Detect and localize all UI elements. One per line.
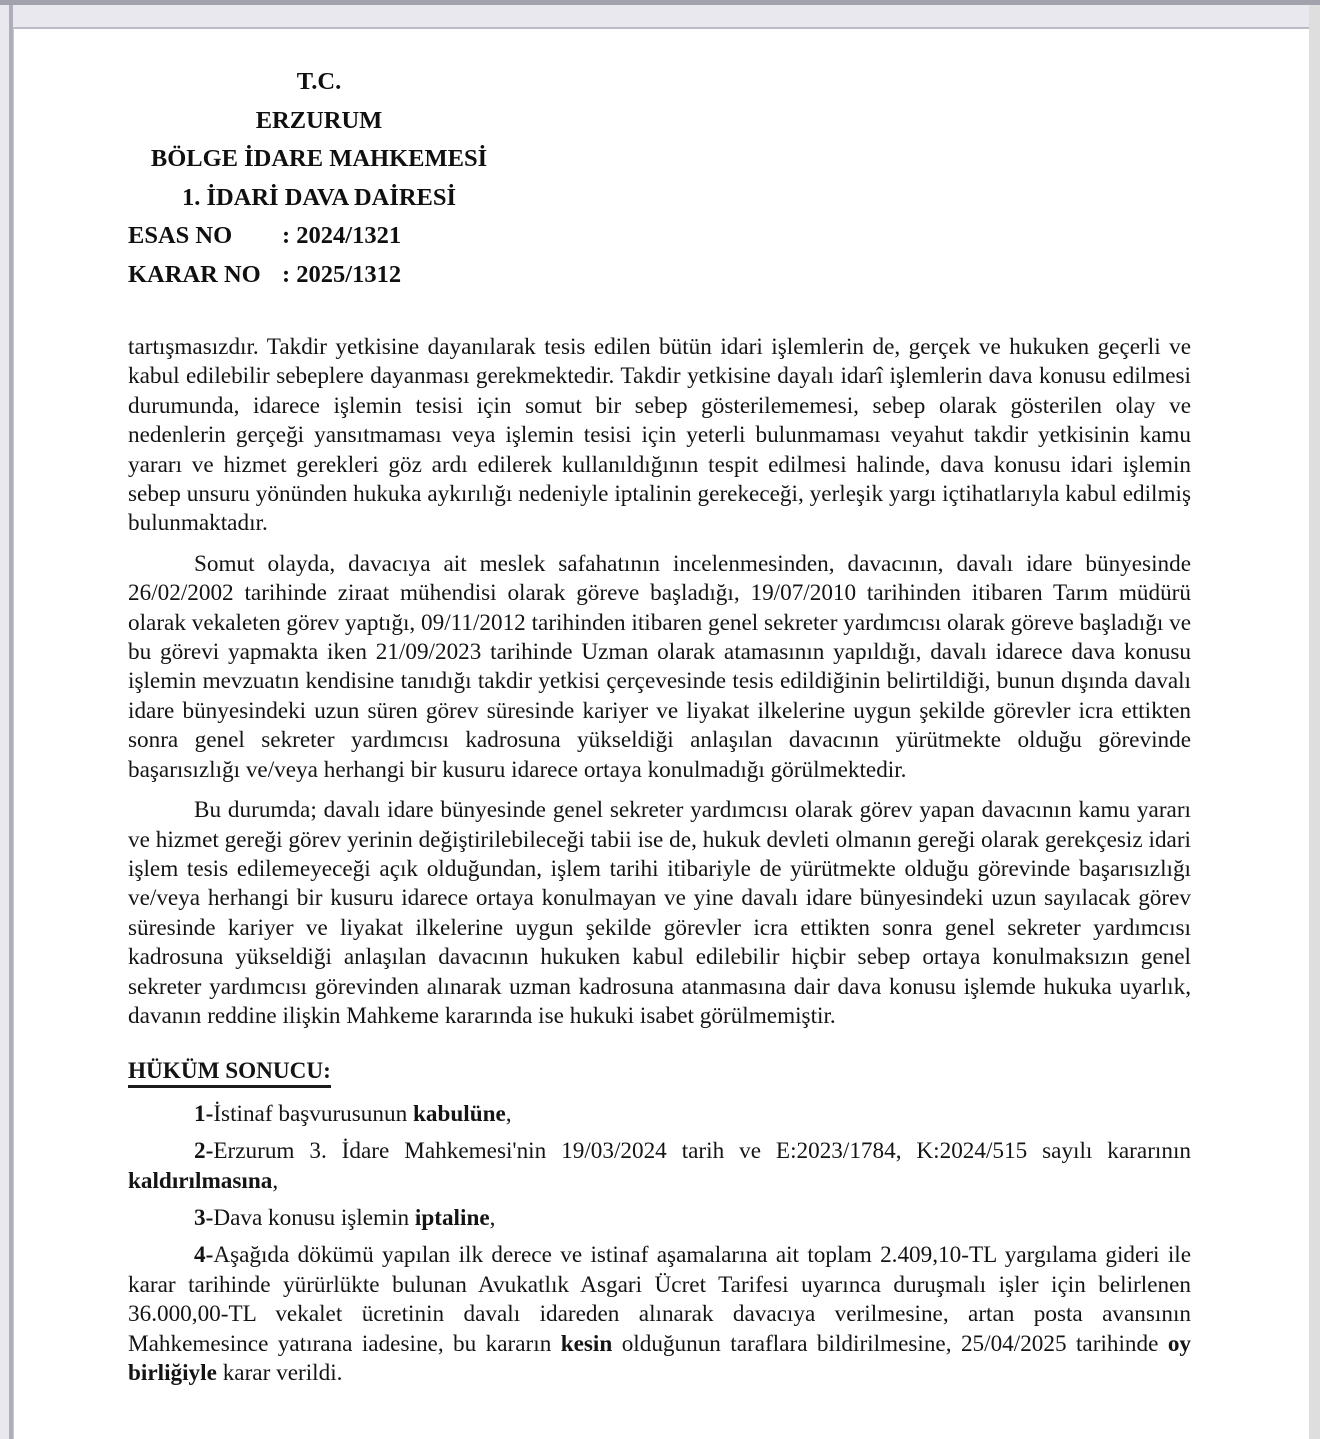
- paragraph-bu-durumda: Bu durumda; davalı idare bünyesinde genel sekreter yardımcısı olarak görev yapan davacının kamu yararı ve hizmet gereği görev yerinin değiştirilebileceği tabii ise de, hukuk devleti olmanın gereği olarak gerekçesiz idari işlem tesis edilemeyeceği açık olduğundan, işlem tarihi itibariyle de yürütmekte olduğu görevinde başarısızlığı ve/veya herhangi bir kusuru idarece ortaya konulmayan ve yine davalı idare bünyesindeki uzun sayılacak görev süresinde kariyer ve liyakat ilkelerine uygun şekilde görevler icra ettikten sonra genel sekreter yardımcısı kadrosuna yükseldiği anlaşılan davacının hukuken kabul edilebilir hiçbir sebep ortaya konulmaksızın genel sekreter yardımcısı görevinden alınarak uzman kadrosuna atanmasına dair dava konusu işlemde hukuka uyarlık, davanın reddine ilişkin Mahkeme kararında ise hukuki isabet görülmemiştir.: [128, 797, 1191, 1029]
- ruling-item-2: [128, 1137, 1191, 1196]
- item-4-text: Aşağıda dökümü yapılan ilk derece ve istinaf aşamalarına ait toplam 2.409,10-TL yargılama gideri ile karar tarihinde yürürlükte bulunan Avukatlık Asgari Ücret Tarifesi uyarınca duruşmalı işler için belirlenen 36.000,00-TL vekalet ücretinin davalı idareden alınarak davacıya verilmesine, artan posta avansının Mahkemesince yatırana iadesine, bu kararın: [128, 1242, 1191, 1357]
- court-header: [128, 63, 1191, 294]
- item-4-bold-oybirligi: oy birliğiyle: [128, 1330, 1192, 1386]
- document-page: [13, 27, 1309, 1439]
- item-3-bold-term: iptaline: [414, 1204, 490, 1231]
- ruling-heading-text: HÜKÜM SONUCU:: [128, 1058, 331, 1088]
- item-1-number: 1-: [194, 1100, 214, 1127]
- item-3-number: 3-: [194, 1204, 214, 1231]
- item-2-tail: ,: [272, 1167, 279, 1194]
- decision-body: [128, 333, 1191, 1388]
- paragraph-somut-olayda: Somut olayda, davacıya ait meslek safahatının incelenmesinden, davacının, davalı idare bünyesinde 26/02/2002 tarihinde ziraat mühendisi olarak göreve başladığı, 19/07/2010 tarihinden itibaren Tarım müdürü olarak vekaleten görev yaptığı, 09/11/2012 tarihinden itibaren genel sekreter yardımcısı olarak göreve başladığı ve bu görevi yapmakta iken 21/09/2023 tarihinde Uzman olarak atamasının yapıldığı, davalı idarece dava konusu işlemin mevzuatın kendisine tanıdığı takdir yetkisi çerçevesinde tesis edildiğinin belirtildiği, bunun dışında davalı idare bünyesindeki uzun süren görev süresinde kariyer ve liyakat ilkelerine uygun şekilde görevler icra ettikten sonra genel sekreter yardımcısı kadrosuna yükseldiği anlaşılan davacının yürütmekte olduğu görevinde başarısızlığı ve/veya herhangi bir kusuru idarece ortaya konulmadığı görülmektedir.: [128, 550, 1191, 783]
- paragraph-takdir-yetkisi: tartışmasızdır. Takdir yetkisine dayanılarak tesis edilen bütün idari işlemlerin de, gerçek ve hukuken geçerli ve kabul edilebilir sebeplere dayanması gerekmektedir. Takdir yetkisine dayalı idarî işlemlerin dava konusu edilmesi durumunda, idarece işlemin tesisi için somut bir sebep gösterilememesi, sebep olarak gösterilen olay ve nedenlerin gerçeği yansıtmaması veya işlemin tesisi için yeterli bulunmaması veyahut takdir yetkisinin kamu yararı ve hizmet gerekleri göz ardı edilerek kullanıldığının tespit edilmesi halinde, dava konusu idari işlemin sebep unsuru yönünden hukuka aykırılığı nedeniyle iptalinin gerekeceği, yerleşik yargı içtihatlarıyla kabul edilmiş bulunmaktadır.: [128, 334, 1191, 537]
- item-2-bold-term: kaldırılmasına: [128, 1167, 273, 1194]
- header-line-city: ERZURUM: [255, 106, 383, 134]
- ruling-item-1: [128, 1100, 1191, 1129]
- esas-no-value: : 2024/1321: [282, 222, 402, 249]
- item-4-number: 4-: [194, 1242, 214, 1269]
- header-line-tc: T.C.: [296, 68, 342, 95]
- ruling-heading: [128, 1057, 1191, 1086]
- karar-no-value: : 2025/1312: [282, 260, 402, 288]
- item-2-text: Erzurum 3. İdare Mahkemesi'nin 19/03/2024 tarih ve E:2023/1784, K:2024/515 sayılı kararının: [213, 1138, 1191, 1165]
- item-4-text-2: olduğunun taraflara bildirilmesine, 25/04/2025 tarihinde: [612, 1330, 1168, 1357]
- ruling-item-3: [128, 1204, 1191, 1233]
- page-content: [14, 29, 1309, 1388]
- header-line-court: BÖLGE İDARE MAHKEMESİ: [150, 145, 488, 172]
- item-4-bold-kesin: kesin: [560, 1330, 613, 1357]
- court-header-centered: [128, 63, 510, 217]
- item-2-number: 2-: [194, 1138, 214, 1165]
- ruling-item-4: [128, 1241, 1191, 1388]
- esas-no-label: ESAS NO: [128, 222, 233, 249]
- item-1-tail: ,: [505, 1100, 512, 1127]
- item-3-text: Dava konusu işlemin: [213, 1204, 415, 1231]
- karar-no-line: [128, 256, 1191, 295]
- esas-no-line: [128, 217, 1191, 256]
- item-3-tail: ,: [489, 1204, 496, 1231]
- item-1-text: İstinaf başvurusunun: [213, 1100, 413, 1127]
- item-4-tail: karar verildi.: [216, 1360, 343, 1386]
- karar-no-label: KARAR NO: [128, 260, 261, 288]
- header-line-chamber: 1. İDARİ DAVA DAİRESİ: [181, 183, 457, 211]
- photo-top-edge: [0, 0, 1320, 5]
- photo-right-edge: [1309, 5, 1320, 1439]
- item-1-bold-term: kabulüne: [412, 1100, 506, 1127]
